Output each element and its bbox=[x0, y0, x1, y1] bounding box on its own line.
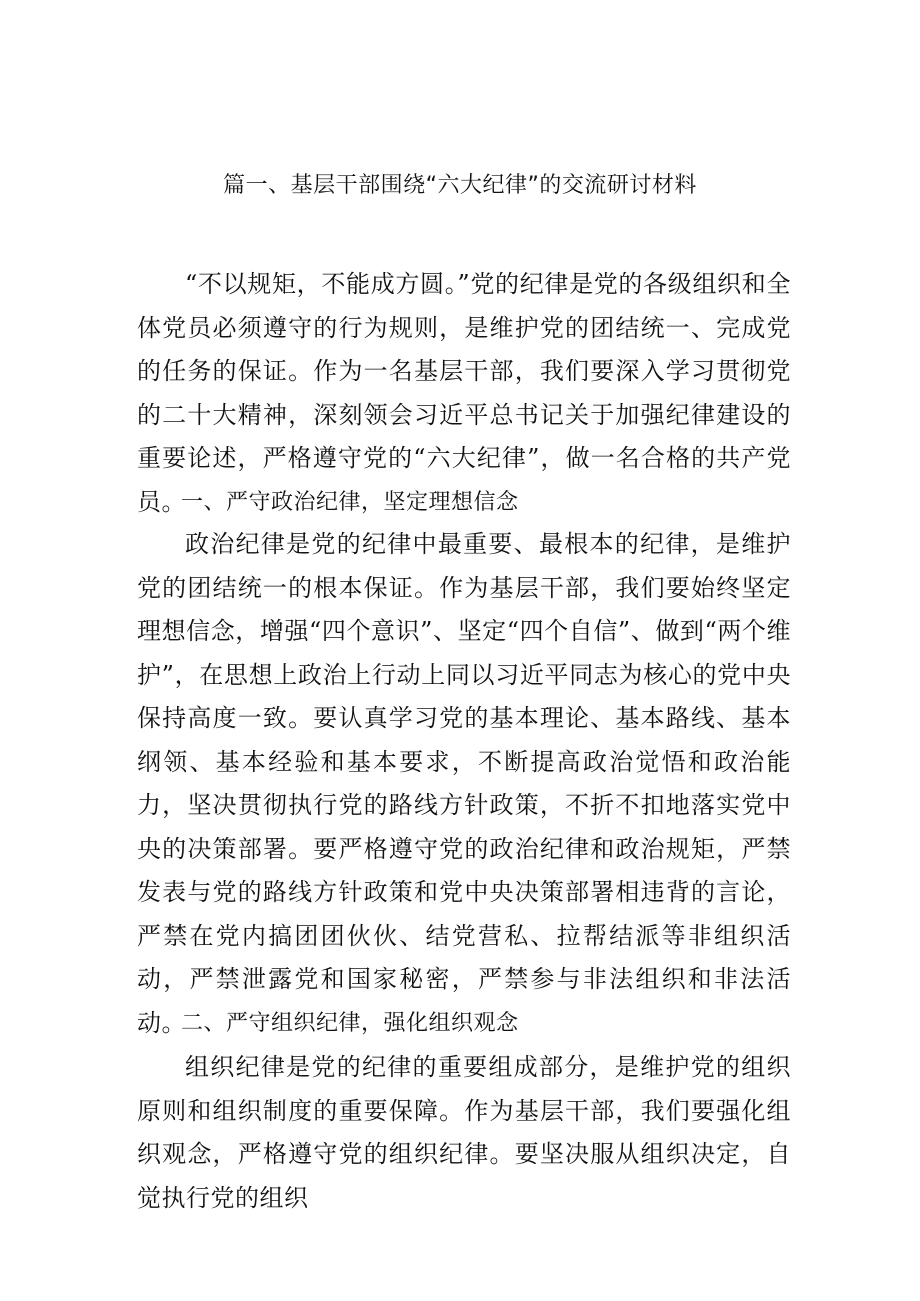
intro-paragraph: “不以规矩，不能成方圆。”党的纪律是党的各级组织和全体党员必须遵守的行为规则，是维护党的团结统一、完成党的任务的保证。作为一名基层干部，我们要深入学习贯彻党的二十大精神，深刻领会习近平总书记关于加强纪律建设的重要论述，严格遵守党的“六大纪律”，做一名合格的共产党员。 bbox=[137, 270, 791, 516]
section-heading-political-discipline: 一、严守政治纪律，坚定理想信念 bbox=[181, 490, 519, 515]
section-paragraph-organizational-discipline: 组织纪律是党的纪律的重要组成部分，是维护党的组织原则和组织制度的重要保障。作为基层干部，我们要强化组织观念，严格遵守党的组织纪律。要坚决服从组织决定，自觉执行党的组织 bbox=[137, 1053, 791, 1212]
section-heading-organizational-discipline: 二、严守组织纪律，强化组织观念 bbox=[181, 1011, 519, 1036]
section-paragraph-political-discipline: 政治纪律是党的纪律中最重要、最根本的纪律，是维护党的团结统一的根本保证。作为基层干部，我们要始终坚定理想信念，增强“四个意识”、坚定“四个自信”、做到“两个维护”，在思想上政治上行动上同以习近平同志为核心的党中央保持高度一致。要认真学习党的基本理论、基本路线、基本纲领、基本经验和基本要求，不断提高政治觉悟和政治能力，坚决贯彻执行党的路线方针政策，不折不扣地落实党中央的决策部署。要严格遵守党的政治纪律和政治规矩，严禁发表与党的路线方针政策和党中央决策部署相违背的言论，严禁在党内搞团团伙伙、结党营私、拉帮结派等非组织活动，严禁泄露党和国家秘密，严禁参与非法组织和非法活动。 bbox=[137, 530, 791, 1037]
document-title: 篇一、基层干部围绕“六大纪律”的交流研讨材料 bbox=[223, 173, 697, 198]
